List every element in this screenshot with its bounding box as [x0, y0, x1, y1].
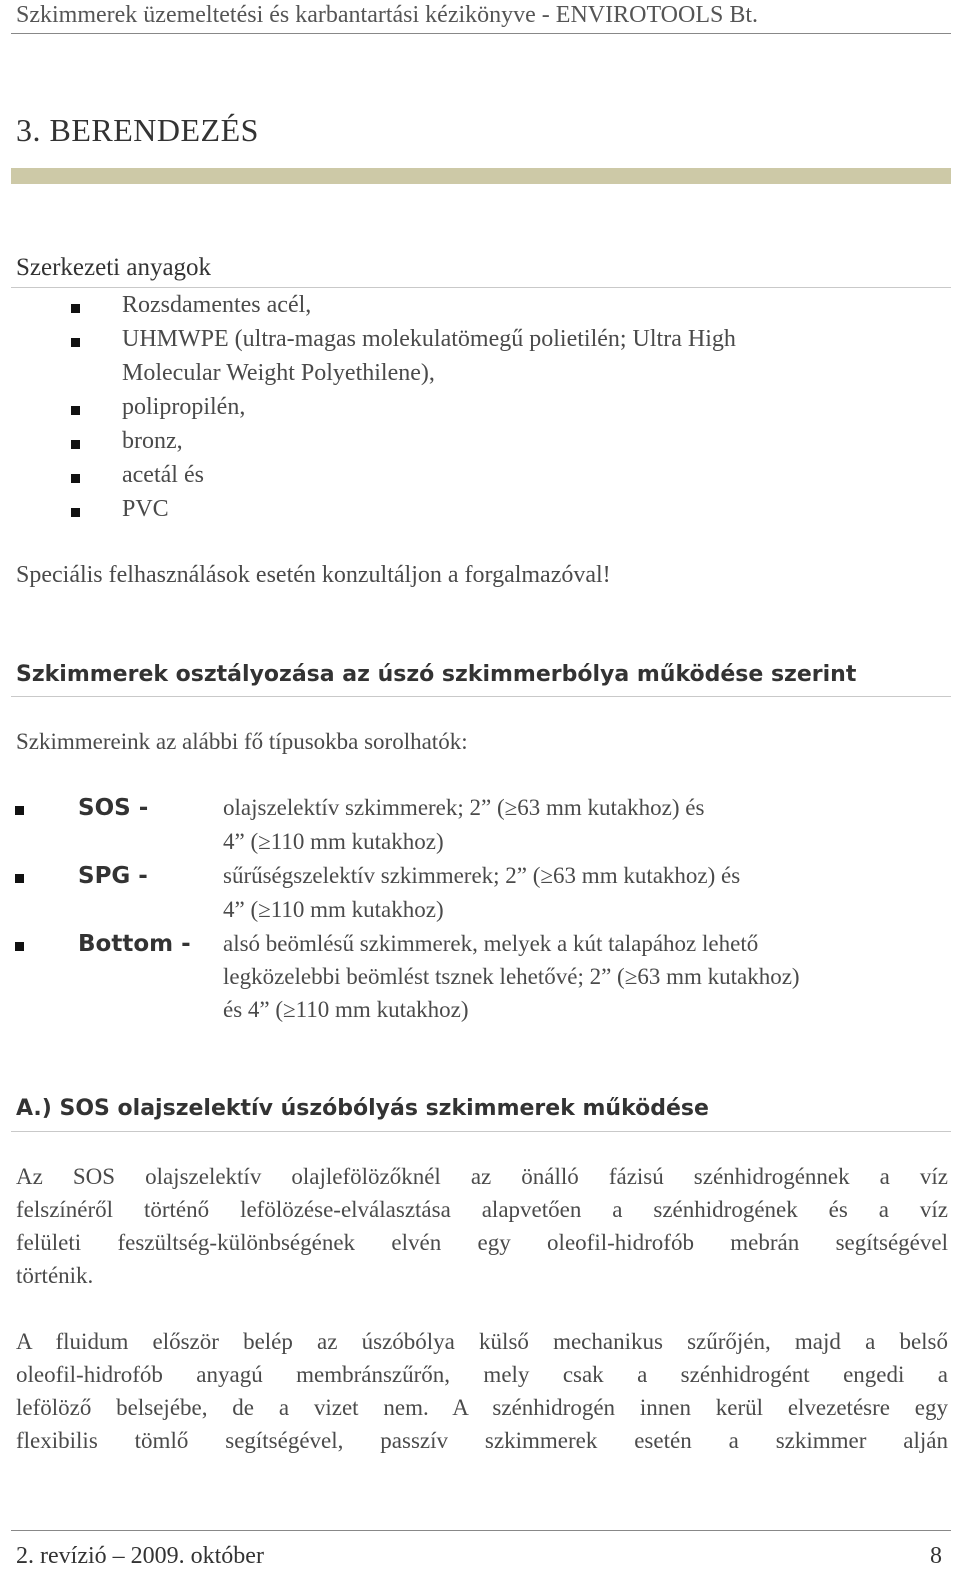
paragraph-line: lefölöző belsejébe, de a vizet nem. A szénhidrogén innen kerül elvezetésre egy	[16, 1395, 948, 1420]
classification-intro: Szkimmereink az alábbi fő típusokba sorolhatók:	[16, 729, 468, 754]
type-desc-line: 4” (≥110 mm kutakhoz)	[223, 897, 444, 922]
material-item-continuation: Molecular Weight Polyethilene),	[122, 360, 435, 386]
bullet-icon	[15, 942, 24, 951]
bullet-icon	[71, 508, 80, 517]
sos-section-rule	[11, 1131, 951, 1132]
material-item: UHMWPE (ultra-magas molekulatömegű polietilén; Ultra High	[122, 326, 736, 352]
material-item: PVC	[122, 496, 169, 522]
bullet-icon	[71, 474, 80, 483]
material-item: polipropilén,	[122, 394, 246, 420]
materials-rule	[11, 287, 951, 288]
chapter-band	[11, 168, 951, 184]
running-header: Szkimmerek üzemeltetési és karbantartási kézikönyve - ENVIROTOOLS Bt.	[16, 2, 759, 28]
bullet-icon	[71, 440, 80, 449]
type-label-spg: SPG -	[78, 863, 148, 889]
bullet-icon	[15, 874, 24, 883]
type-label-bottom: Bottom -	[78, 931, 191, 957]
footer-rule	[11, 1530, 951, 1531]
paragraph-line: oleofil-hidrofób anyagú membránszűrőn, mely csak a szénhidrogént engedi a	[16, 1362, 948, 1387]
bullet-icon	[71, 338, 80, 347]
paragraph-line: A fluidum először belép az úszóbólya külső mechanikus szűrőjén, majd a belső	[16, 1329, 948, 1354]
sos-section-title: A.) SOS olajszelektív úszóbólyás szkimmerek működése	[16, 1096, 709, 1121]
page-number: 8	[930, 1543, 942, 1569]
paragraph-line: Az SOS olajszelektív olajlefölözőknél az önálló fázisú szénhidrogénnek a víz	[16, 1164, 948, 1189]
footer-revision: 2. revízió – 2009. október	[16, 1543, 264, 1569]
materials-title: Szerkezeti anyagok	[16, 254, 212, 281]
header-rule	[11, 33, 951, 34]
material-item: Rozsdamentes acél,	[122, 292, 312, 318]
chapter-title: 3. BERENDEZÉS	[16, 112, 259, 148]
bullet-icon	[71, 406, 80, 415]
type-desc-line: alsó beömlésű szkimmerek, melyek a kút talapához lehető	[223, 931, 759, 956]
bullet-icon	[15, 806, 24, 815]
material-item: acetál és	[122, 462, 204, 488]
type-label-sos: SOS -	[78, 795, 149, 821]
type-desc-line: és 4” (≥110 mm kutakhoz)	[223, 997, 469, 1022]
paragraph-1	[16, 1160, 948, 1292]
classification-rule	[11, 696, 951, 697]
paragraph-line: flexibilis tömlő segítségével, passzív szkimmerek esetén a szkimmer alján	[16, 1428, 948, 1453]
material-item: bronz,	[122, 428, 183, 454]
classification-title: Szkimmerek osztályozása az úszó szkimmerbólya működése szerint	[16, 662, 857, 687]
type-desc-line: olajszelektív szkimmerek; 2” (≥63 mm kutakhoz) és	[223, 795, 705, 820]
paragraph-2	[16, 1325, 948, 1457]
paragraph-line: felszínéről történő lefölözése-elválasztása alapvetően a szénhidrogének és a víz	[16, 1197, 948, 1222]
materials-note: Speciális felhasználások esetén konzultáljon a forgalmazóval!	[16, 562, 611, 588]
bullet-icon	[71, 304, 80, 313]
type-desc-line: sűrűségszelektív szkimmerek; 2” (≥63 mm kutakhoz) és	[223, 863, 741, 888]
paragraph-line: történik.	[16, 1263, 94, 1288]
paragraph-line: felületi feszültség-különbségének elvén egy oleofil-hidrofób mebrán segítségével	[16, 1230, 948, 1255]
type-desc-line: 4” (≥110 mm kutakhoz)	[223, 829, 444, 854]
type-desc-line: legközelebbi beömlést tsznek lehetővé; 2” (≥63 mm kutakhoz)	[223, 964, 800, 989]
